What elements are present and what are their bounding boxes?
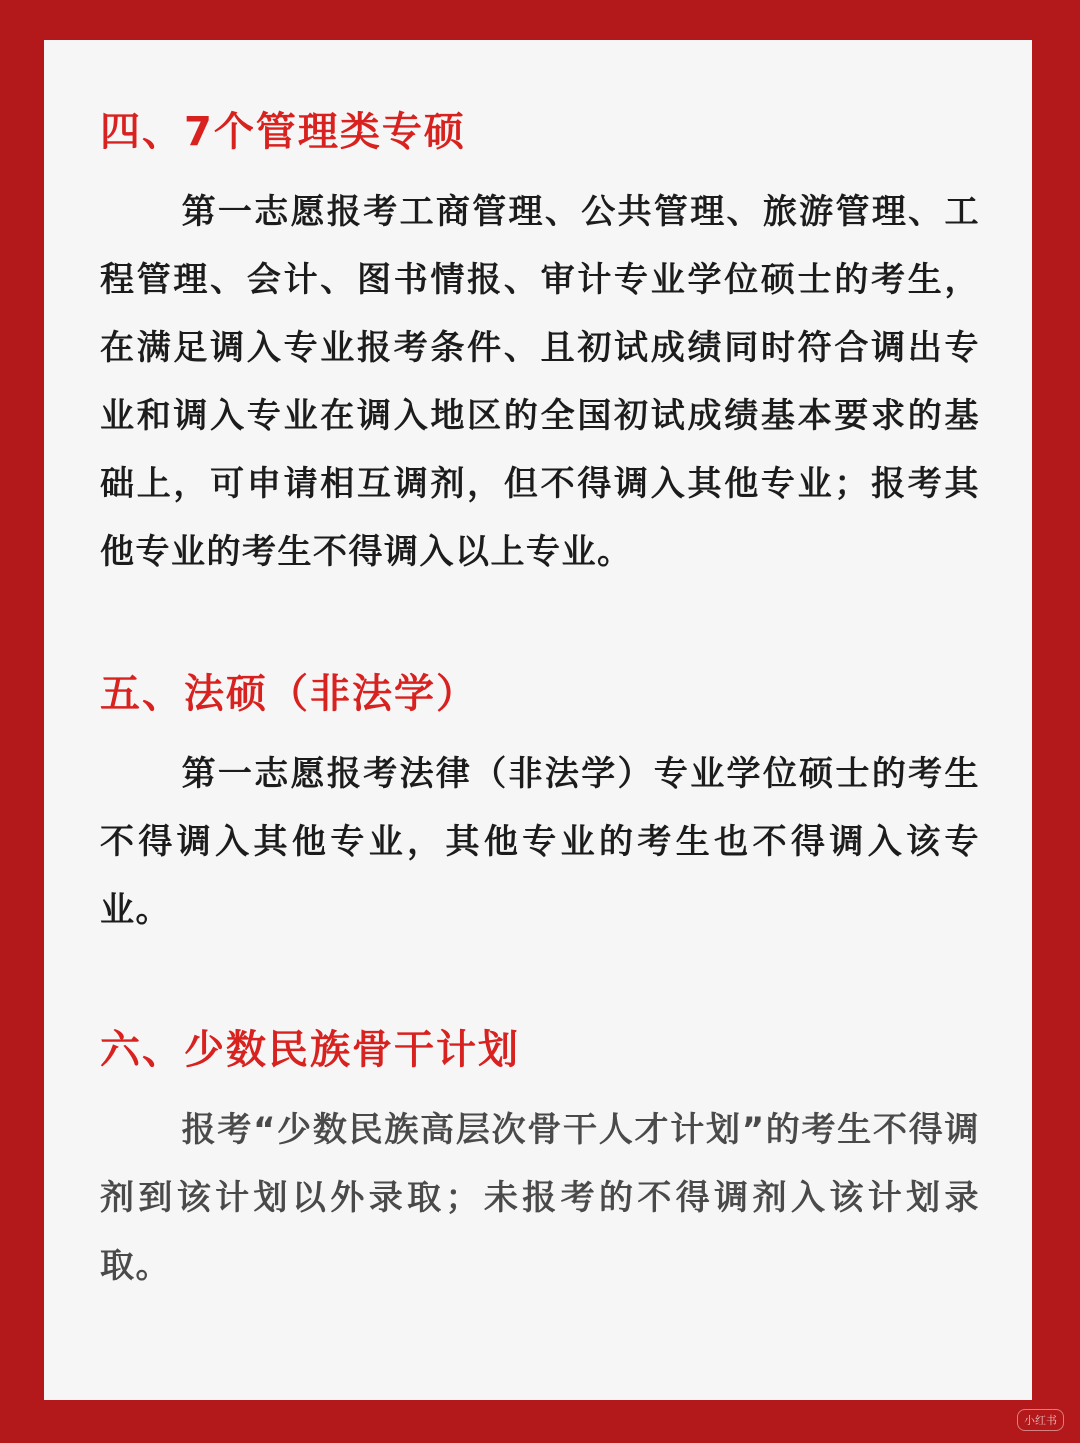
- watermark-logo: 小红书: [1017, 1409, 1064, 1431]
- section-title-management: 四、7个管理类专硕: [100, 109, 466, 155]
- section-title-minority-plan: 六、少数民族骨干计划: [100, 1027, 520, 1073]
- content-card: [44, 40, 1032, 1400]
- section-body-minority-plan: 报考“少数民族高层次骨干人才计划”的考生不得调剂到该计划以外录取；未报考的不得调剂入该计划录取。: [100, 1110, 980, 1286]
- section-body-law: 第一志愿报考法律（非法学）专业学位硕士的考生不得调入其他专业，其他专业的考生也不得调入该专业。: [100, 754, 980, 930]
- section-body-management: 第一志愿报考工商管理、公共管理、旅游管理、工程管理、会计、图书情报、审计专业学位硕士的考生，在满足调入专业报考条件、且初试成绩同时符合调出专业和调入专业在调入地区的全国初试成绩基本要求的基础上，可申请相互调剂，但不得调入其他专业；报考其他专业的考生不得调入以上专业。: [100, 192, 980, 572]
- section-title-law: 五、法硕（非法学）: [100, 671, 478, 717]
